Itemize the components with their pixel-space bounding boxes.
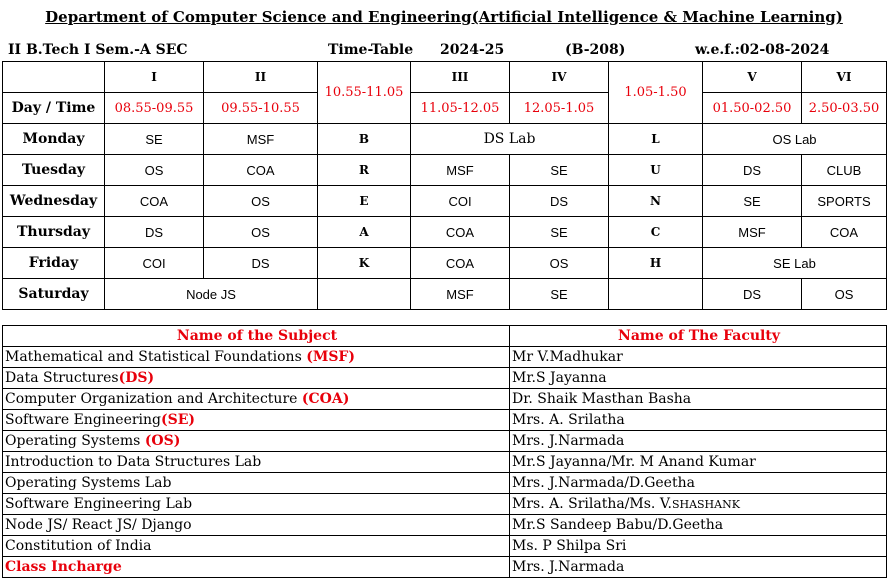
faculty-name: Mr.S Jayanna/Mr. M Anand Kumar — [510, 452, 887, 473]
class-cell: COA — [105, 186, 204, 217]
day-label: Wednesday — [3, 186, 105, 217]
lunch-empty — [609, 279, 703, 310]
class-cell: DS — [204, 248, 318, 279]
subject-code: (SE) — [161, 412, 196, 428]
class-cell: COA — [411, 248, 510, 279]
day-label: Saturday — [3, 279, 105, 310]
subject-column-header: Name of the Subject — [3, 326, 510, 347]
day-label: Thursday — [3, 217, 105, 248]
class-cell: COA — [802, 217, 887, 248]
period-time: 2.50-03.50 — [802, 93, 887, 124]
period-time: 09.55-10.55 — [204, 93, 318, 124]
subject-name — [3, 389, 510, 410]
subject-name: Introduction to Data Structures Lab — [3, 452, 510, 473]
lab-cell: OS Lab — [703, 124, 887, 155]
subject-name: Software Engineering Lab — [3, 494, 510, 515]
day-time-label: Day / Time — [3, 93, 105, 124]
lunch-letter: L — [609, 124, 703, 155]
day-label: Tuesday — [3, 155, 105, 186]
subject-name — [3, 347, 510, 368]
lunch-letter: H — [609, 248, 703, 279]
subject-text: Software Engineering — [5, 412, 161, 428]
class-section: II B.Tech I Sem.-A SEC — [8, 42, 188, 58]
class-cell: SE — [105, 124, 204, 155]
class-cell: OS — [510, 248, 609, 279]
subject-faculty-table — [2, 325, 887, 578]
class-cell: MSF — [204, 124, 318, 155]
period-time: 01.50-02.50 — [703, 93, 802, 124]
faculty-column-header: Name of The Faculty — [510, 326, 887, 347]
subject-code: (MSF) — [306, 349, 355, 365]
lunch-letter: U — [609, 155, 703, 186]
faculty-name: Mrs. J.Narmada/D.Geetha — [510, 473, 887, 494]
class-cell: COI — [411, 186, 510, 217]
subject-name: Constitution of India — [3, 536, 510, 557]
class-cell: COA — [204, 155, 318, 186]
subject-code: (DS) — [118, 370, 155, 386]
class-cell: SE — [510, 217, 609, 248]
class-cell: OS — [802, 279, 887, 310]
period-time: 12.05-1.05 — [510, 93, 609, 124]
period-time: 08.55-09.55 — [105, 93, 204, 124]
class-incharge-label: Class Incharge — [3, 557, 510, 578]
class-cell: DS — [703, 279, 802, 310]
class-cell: SE — [510, 279, 609, 310]
faculty-name: Mrs. A. Srilatha — [510, 410, 887, 431]
lunch-letter: N — [609, 186, 703, 217]
period-header: IV — [510, 62, 609, 93]
subject-text: Computer Organization and Architecture — [5, 391, 302, 407]
class-cell: MSF — [703, 217, 802, 248]
break-letter: B — [318, 124, 411, 155]
class-cell: SE — [703, 186, 802, 217]
class-cell: MSF — [411, 279, 510, 310]
lab-cell: Node JS — [105, 279, 318, 310]
subject-name — [3, 431, 510, 452]
faculty-text-small: SHASHANK — [671, 498, 740, 511]
faculty-text: Mrs. A. Srilatha/Ms. V. — [512, 496, 672, 512]
class-cell: CLUB — [802, 155, 887, 186]
lunch-letter: C — [609, 217, 703, 248]
lunch-time: 1.05-1.50 — [609, 62, 703, 124]
class-cell: MSF — [411, 155, 510, 186]
break-letter: K — [318, 248, 411, 279]
period-header: II — [204, 62, 318, 93]
faculty-name: Mr.S Sandeep Babu/D.Geetha — [510, 515, 887, 536]
break-letter: E — [318, 186, 411, 217]
break-letter: A — [318, 217, 411, 248]
page-title: Department of Computer Science and Engineering(Artificial Intelligence & Machine Learning) — [45, 8, 843, 26]
class-cell: SPORTS — [802, 186, 887, 217]
faculty-name: Ms. P Shilpa Sri — [510, 536, 887, 557]
class-cell: COI — [105, 248, 204, 279]
subject-name: Operating Systems Lab — [3, 473, 510, 494]
subject-text: Mathematical and Statistical Foundations — [5, 349, 307, 365]
class-cell: DS — [703, 155, 802, 186]
faculty-name — [510, 494, 887, 515]
period-header: V — [703, 62, 802, 93]
timetable-label: Time-Table — [328, 42, 414, 58]
subject-name: Node JS/ React JS/ Django — [3, 515, 510, 536]
class-cell: OS — [204, 217, 318, 248]
period-header: III — [411, 62, 510, 93]
faculty-name: Mr.S Jayanna — [510, 368, 887, 389]
day-label: Friday — [3, 248, 105, 279]
class-cell: DS — [105, 217, 204, 248]
faculty-name: Dr. Shaik Masthan Basha — [510, 389, 887, 410]
break-empty — [318, 279, 411, 310]
faculty-name: Mrs. J.Narmada — [510, 431, 887, 452]
room-number: (B-208) — [565, 42, 626, 58]
lab-cell: DS Lab — [411, 124, 609, 155]
period-header: I — [105, 62, 204, 93]
class-cell: OS — [105, 155, 204, 186]
break-letter: R — [318, 155, 411, 186]
period-header: VI — [802, 62, 887, 93]
timetable-grid — [2, 61, 887, 310]
day-label: Monday — [3, 124, 105, 155]
effective-date: w.e.f.:02-08-2024 — [695, 42, 830, 58]
corner-cell — [3, 62, 105, 93]
subject-code: (COA) — [301, 391, 350, 407]
subject-text: Operating Systems — [5, 433, 145, 449]
period-time: 11.05-12.05 — [411, 93, 510, 124]
academic-year: 2024-25 — [440, 42, 505, 58]
class-cell: SE — [510, 155, 609, 186]
class-incharge-name: Mrs. J.Narmada — [510, 557, 887, 578]
subject-name — [3, 410, 510, 431]
break-time: 10.55-11.05 — [318, 62, 411, 124]
class-cell: OS — [204, 186, 318, 217]
class-cell: DS — [510, 186, 609, 217]
subject-code: (OS) — [144, 433, 181, 449]
class-cell: COA — [411, 217, 510, 248]
faculty-name: Mr V.Madhukar — [510, 347, 887, 368]
subject-name — [3, 368, 510, 389]
lab-cell: SE Lab — [703, 248, 887, 279]
subject-text: Data Structures — [5, 370, 119, 386]
